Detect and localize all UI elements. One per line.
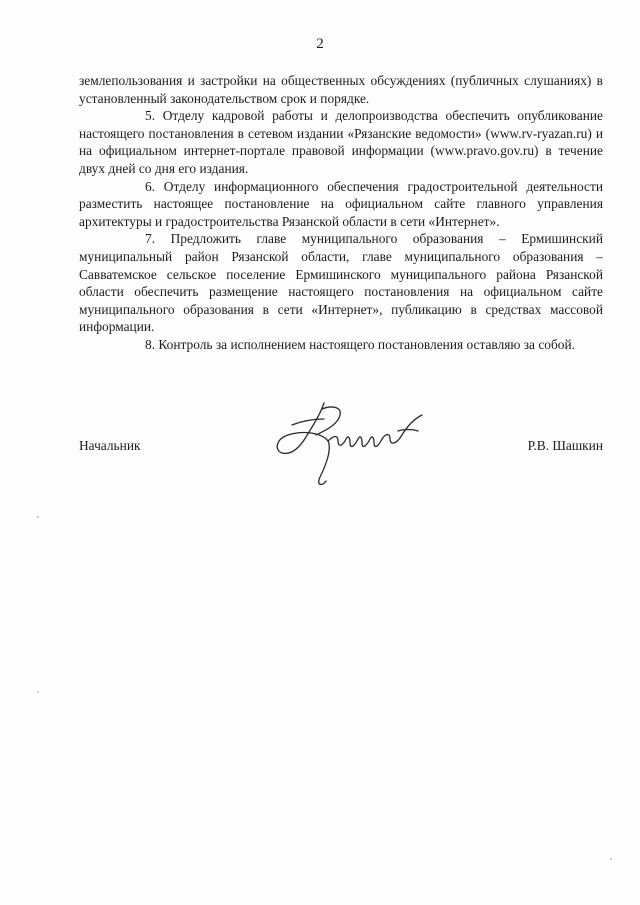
paragraph-item-7: 7. Предложить главе муниципального образования – Ермишинский муниципальный район Рязанской области, главе муниципального образования – Савватемское сельское поселение Ермишинского муниципального района Рязанской области обеспечить размещение настоящего постановления на официальном сайте муниципального образования в сети «Интернет», публикацию в средствах массовой информации. — [79, 231, 603, 335]
signatory-name: Р.В. Шашкин — [527, 438, 603, 453]
handwritten-signature — [262, 395, 442, 495]
paragraph-continuation: землепользования и застройки на общественных обсуждениях (публичных слушаниях) в установленный законодательством срок и порядке. — [79, 73, 603, 106]
document-body — [79, 72, 603, 354]
page-number: 2 — [316, 36, 324, 52]
paragraph-item-5: 5. Отделу кадровой работы и делопроизводства обеспечить опубликование настоящего постановления в сетевом издании «Рязанские ведомости» (www.rv-ryazan.ru) и на официальном интернет-портале правовой информации (www.pravo.gov.ru) в течение двух дней со дня его издания. — [79, 108, 603, 176]
scan-speck — [37, 691, 39, 693]
paragraph-item-6: 6. Отделу информационного обеспечения градостроительной деятельности разместить настоящее постановление на официальном сайте главного управления архитектуры и градостроительства Рязанской области в сети «Интернет». — [79, 178, 603, 229]
scan-speck — [610, 858, 612, 860]
paragraph-item-8: 8. Контроль за исполнением настоящего постановления оставляю за собой. — [145, 336, 576, 352]
scan-speck — [37, 516, 39, 518]
signatory-title: Начальник — [79, 438, 141, 453]
